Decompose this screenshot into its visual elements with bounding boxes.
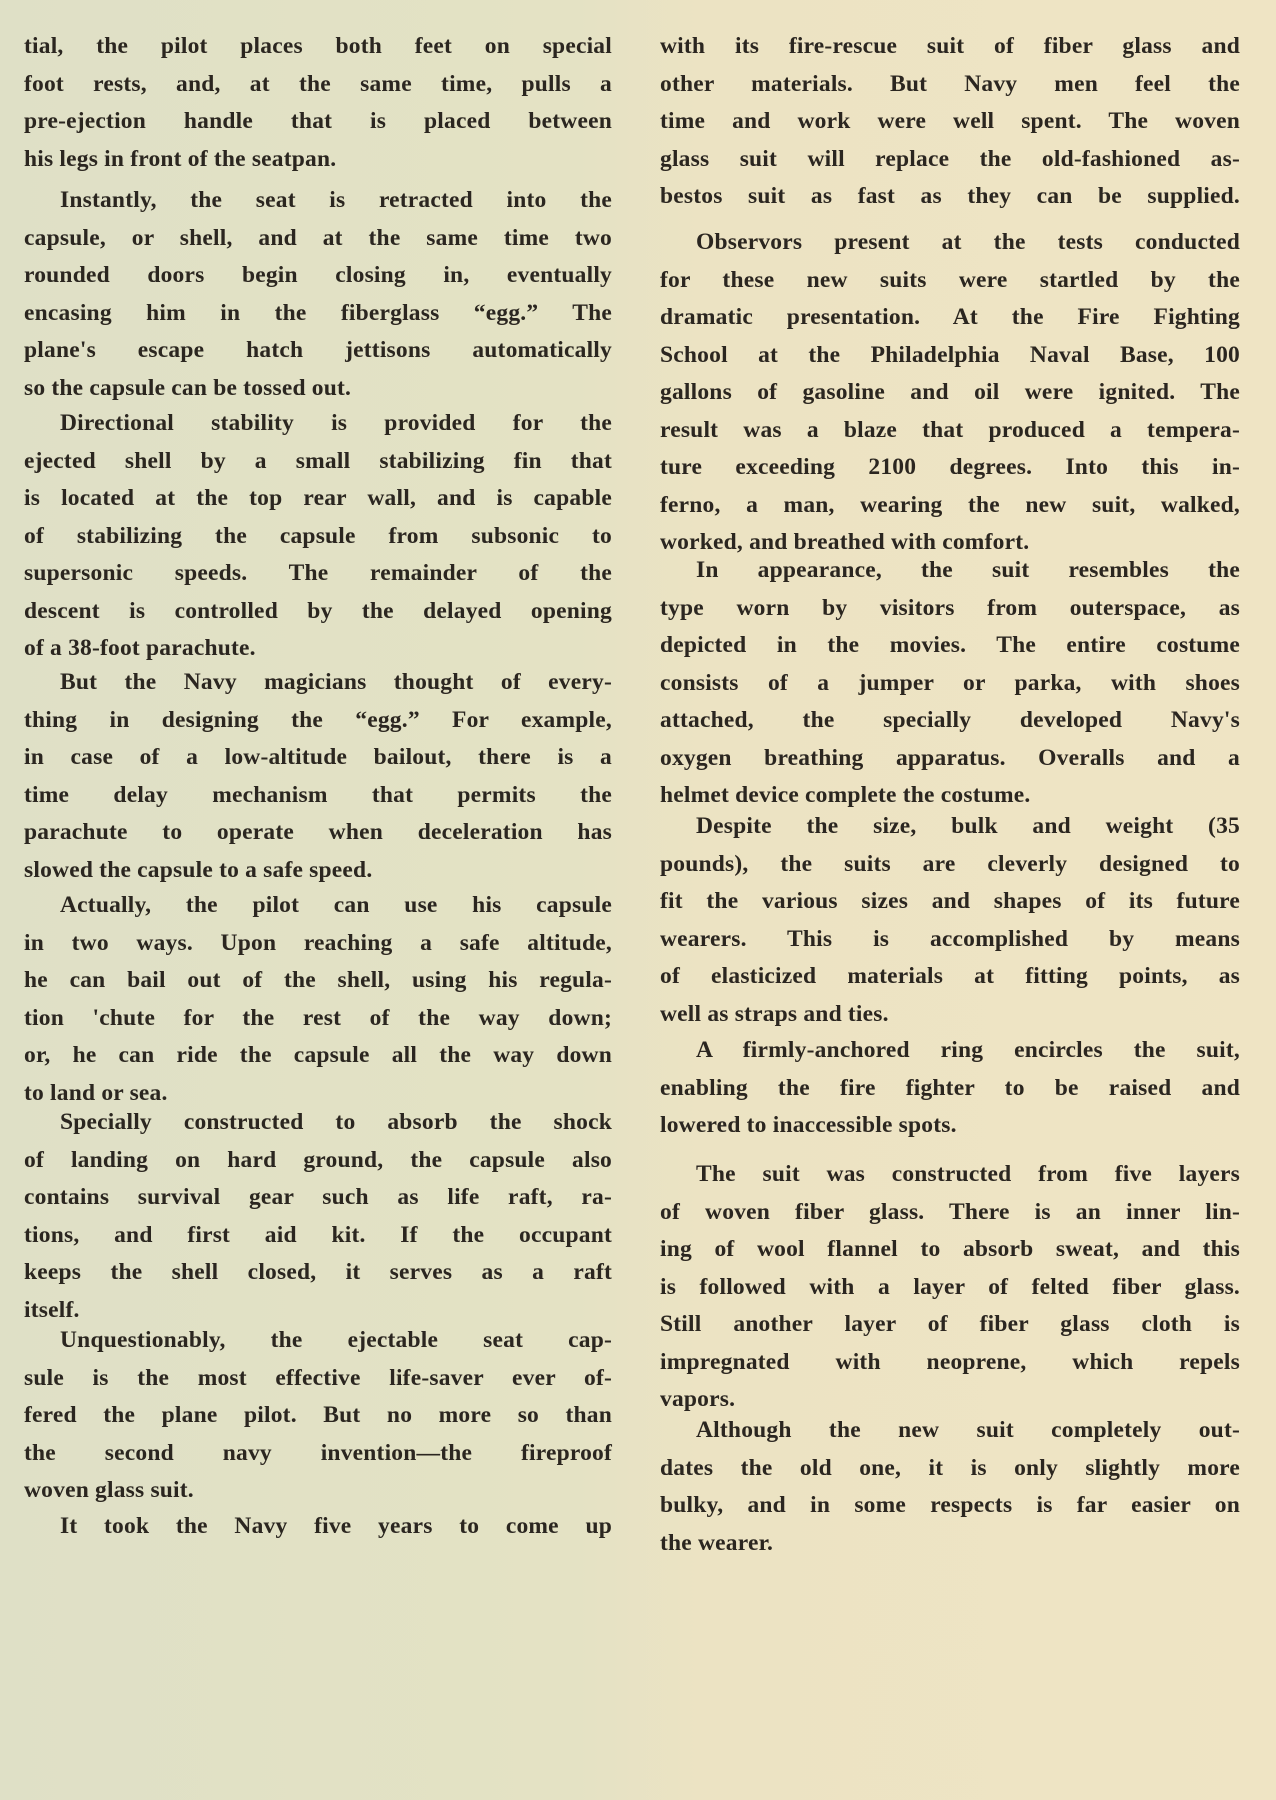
text-line: of a 38-foot parachute.	[24, 635, 256, 661]
paragraph	[660, 552, 1240, 815]
paragraph	[660, 1032, 1240, 1145]
text-line: enabling the fire fighter to be raised and	[660, 1074, 1240, 1101]
text-line: keeps the shell closed, it serves as a raft	[24, 1259, 612, 1285]
text-line: tions, and first aid kit. If the occupant	[24, 1221, 612, 1248]
text-line: glass suit will replace the old-fashioned as-	[660, 145, 1240, 172]
text-line: bestos suit as fast as they can be supplied.	[660, 183, 1240, 209]
text-line: he can bail out of the shell, using his regula-	[24, 967, 612, 993]
text-line: the second navy invention—the fireproof	[24, 1439, 612, 1466]
text-line: descent is controlled by the delayed opening	[24, 597, 612, 624]
text-line: consists of a jumper or parka, with shoes	[660, 669, 1240, 696]
text-line: helmet device complete the costume.	[660, 782, 1031, 808]
text-line: Unquestionably, the ejectable seat cap-	[60, 1327, 612, 1353]
text-line: Directional stability is provided for the	[60, 410, 612, 436]
text-line: contains survival gear such as life raft, ra-	[24, 1184, 612, 1210]
text-line: of elasticized materials at fitting points, as	[660, 963, 1240, 989]
text-line: so the capsule can be tossed out.	[24, 374, 352, 401]
text-line: ing of wool flannel to absorb sweat, and this	[660, 1236, 1240, 1262]
text-line: School at the Philadelphia Naval Base, 100	[660, 341, 1240, 368]
text-line: parachute to operate when deceleration has	[24, 819, 612, 845]
text-line: well as straps and ties.	[660, 1000, 889, 1027]
text-line: fered the plane pilot. But no more so than	[24, 1402, 612, 1428]
text-line: is located at the top rear wall, and is capable	[24, 485, 612, 511]
paragraph	[24, 664, 612, 889]
paragraph	[24, 182, 612, 407]
paragraph	[24, 1104, 612, 1329]
paragraph	[24, 28, 612, 178]
text-line: itself.	[24, 1296, 80, 1323]
paragraph	[24, 1322, 612, 1510]
text-line: depicted in the movies. The entire costume	[660, 632, 1240, 658]
text-line: is followed with a layer of felted fiber glass.	[660, 1273, 1240, 1300]
text-line: A firmly-anchored ring encircles the suit,	[696, 1037, 1240, 1063]
text-line: oxygen breathing apparatus. Overalls and a	[660, 744, 1240, 771]
paragraph	[660, 1412, 1240, 1562]
text-line: rounded doors begin closing in, eventually	[24, 262, 612, 288]
text-line: sule is the most effective life-saver ever of-	[24, 1364, 612, 1391]
text-line: Actually, the pilot can use his capsule	[60, 892, 612, 918]
text-line: supersonic speeds. The remainder of the	[24, 560, 612, 586]
text-line: pounds), the suits are cleverly designed to	[660, 850, 1240, 877]
text-line: The suit was constructed from five layers	[696, 1161, 1240, 1187]
text-line: his legs in front of the seatpan.	[24, 145, 337, 172]
text-line: with its fire-rescue suit of fiber glass and	[660, 33, 1240, 59]
text-line: or, he can ride the capsule all the way down	[24, 1042, 612, 1068]
text-line: encasing him in the fiberglass “egg.” The	[24, 299, 612, 326]
text-line: to land or sea.	[24, 1079, 168, 1106]
text-line: of landing on hard ground, the capsule also	[24, 1146, 612, 1173]
text-line: woven glass suit.	[24, 1477, 194, 1503]
text-line: gallons of gasoline and oil were ignited. The	[660, 379, 1240, 405]
text-line: But the Navy magicians thought of every-	[60, 669, 612, 695]
text-line: type worn by visitors from outerspace, as	[660, 594, 1240, 621]
text-line: ture exceeding 2100 degrees. Into this in-	[660, 454, 1240, 480]
paragraph	[660, 224, 1240, 562]
text-line: plane's escape hatch jettisons automatically	[24, 337, 612, 363]
text-line: dates the old one, it is only slightly more	[660, 1454, 1240, 1481]
paragraph	[660, 808, 1240, 1033]
text-line: Although the new suit completely out-	[696, 1417, 1240, 1443]
text-line: in two ways. Upon reaching a safe altitude,	[24, 929, 612, 956]
text-line: capsule, or shell, and at the same time two	[24, 224, 612, 251]
text-line: time and work were well spent. The woven	[660, 108, 1240, 134]
text-line: In appearance, the suit resembles the	[696, 557, 1240, 583]
text-line: the wearer.	[660, 1529, 774, 1556]
text-line: wearers. This is accomplished by means	[660, 925, 1240, 952]
paragraph	[660, 1156, 1240, 1419]
text-line: of stabilizing the capsule from subsonic to	[24, 522, 612, 549]
text-line: ferno, a man, wearing the new suit, walked,	[660, 491, 1240, 518]
text-line: thing in designing the “egg.” For example,	[24, 706, 612, 733]
text-line: in case of a low-altitude bailout, there is a	[24, 744, 612, 770]
text-line: result was a blaze that produced a tempera-	[660, 416, 1240, 443]
paragraph	[660, 28, 1240, 216]
text-line: tion 'chute for the rest of the way down;	[24, 1004, 612, 1031]
text-line: Observors present at the tests conducted	[696, 229, 1240, 255]
paragraph	[24, 887, 612, 1112]
text-line: lowered to inaccessible spots.	[660, 1112, 957, 1138]
text-line: other materials. But Navy men feel the	[660, 70, 1240, 97]
paragraph	[24, 1508, 612, 1546]
text-line: fit the various sizes and shapes of its future	[660, 888, 1240, 914]
text-line: vapors.	[660, 1386, 736, 1412]
text-line: tial, the pilot places both feet on special	[24, 33, 612, 59]
text-line: worked, and breathed with comfort.	[660, 529, 1030, 555]
text-line: foot rests, and, at the same time, pulls a	[24, 70, 612, 97]
text-line: of woven fiber glass. There is an inner lin-	[660, 1198, 1240, 1225]
text-line: bulky, and in some respects is far easier on	[660, 1492, 1240, 1518]
text-line: Despite the size, bulk and weight (35	[696, 813, 1240, 839]
text-line: for these new suits were startled by the	[660, 266, 1240, 293]
text-line: Instantly, the seat is retracted into the	[60, 187, 612, 213]
paragraph	[24, 405, 612, 668]
text-line: ejected shell by a small stabilizing fin that	[24, 447, 612, 474]
text-line: slowed the capsule to a safe speed.	[24, 856, 373, 883]
text-line: attached, the specially developed Navy's	[660, 707, 1240, 733]
text-line: impregnated with neoprene, which repels	[660, 1348, 1240, 1375]
text-line: Specially constructed to absorb the shock	[60, 1109, 612, 1135]
text-line: dramatic presentation. At the Fire Fighting	[660, 304, 1240, 330]
text-line: It took the Navy five years to come up	[60, 1513, 612, 1539]
text-line: pre-ejection handle that is placed between	[24, 108, 612, 134]
text-line: time delay mechanism that permits the	[24, 781, 612, 808]
text-line: Still another layer of fiber glass cloth is	[660, 1311, 1240, 1337]
